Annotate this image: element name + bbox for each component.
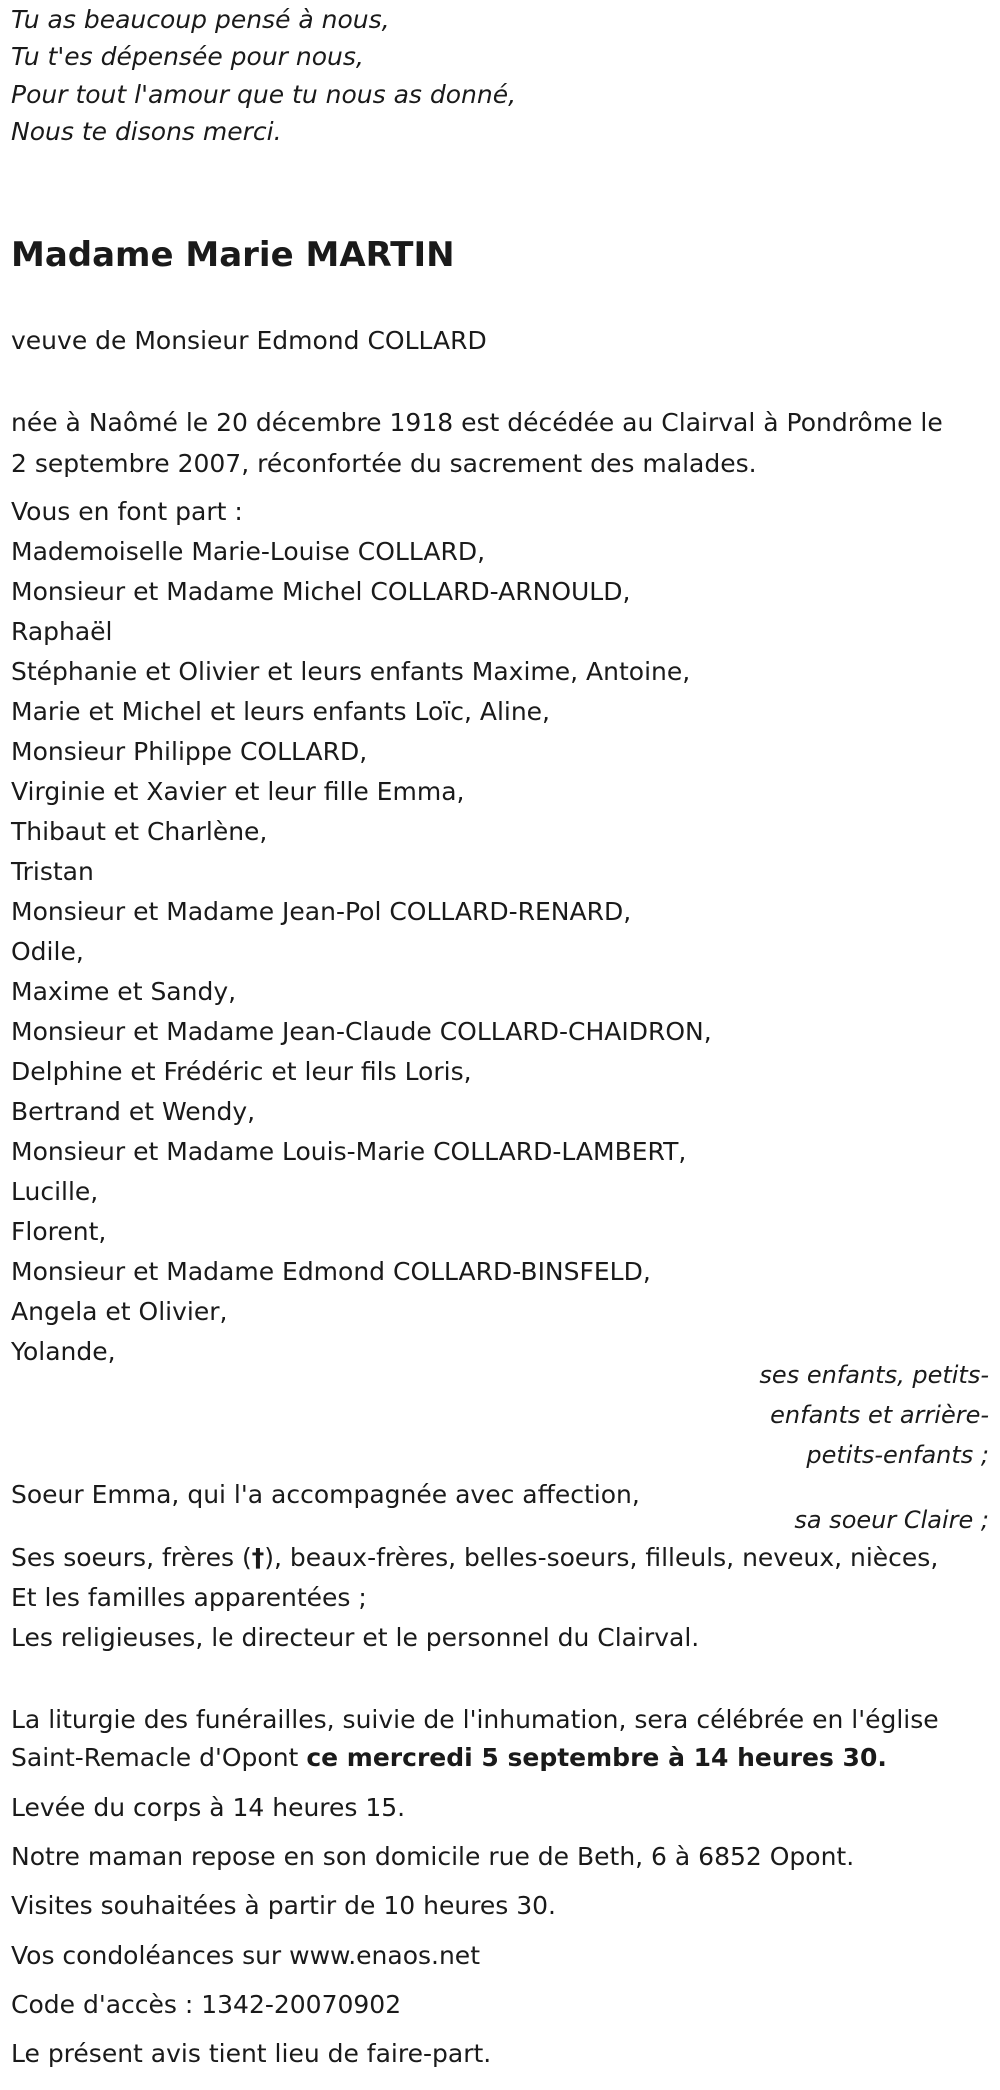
liturgy-line — [11, 1741, 887, 1775]
family-member: Lucille, — [11, 1177, 99, 1206]
family-intro: Vous en font part : — [11, 497, 243, 526]
info-line: Code d'accès : 1342-20070902 — [11, 1990, 402, 2019]
info-line: Vos condoléances sur www.enaos.net — [11, 1941, 480, 1970]
poem-line: Nous te disons merci. — [11, 117, 282, 146]
deceased-name: Madame Marie MARTIN — [11, 235, 455, 275]
info-line: Notre maman repose en son domicile rue de Beth, 6 à 6852 Opont. — [11, 1842, 855, 1871]
family-member: Marie et Michel et leurs enfants Loïc, Aline, — [11, 697, 551, 726]
children-caption: ses enfants, petits- — [759, 1361, 989, 1389]
family-member: Monsieur Philippe COLLARD, — [11, 737, 368, 766]
poem-line: Tu t'es dépensée pour nous, — [11, 42, 364, 71]
info-line: Levée du corps à 14 heures 15. — [11, 1793, 406, 1822]
family-member: Delphine et Frédéric et leur fils Loris, — [11, 1057, 472, 1086]
family-member: Monsieur et Madame Jean-Claude COLLARD-CHAIDRON, — [11, 1017, 712, 1046]
siblings-text: ), beaux-frères, belles-soeurs, filleuls, neveux, nièces, — [264, 1543, 939, 1572]
siblings-line — [11, 1541, 938, 1575]
children-caption: enfants et arrière- — [770, 1401, 989, 1429]
family-member: Tristan — [11, 857, 94, 886]
family-member: Virginie et Xavier et leur fille Emma, — [11, 777, 465, 806]
info-line: Visites souhaitées à partir de 10 heures 30. — [11, 1891, 557, 1920]
children-caption: petits-enfants ; — [806, 1441, 989, 1469]
family-member: Thibaut et Charlène, — [11, 817, 268, 846]
liturgy-line: La liturgie des funérailles, suivie de l'inhumation, sera célébrée en l'église — [11, 1705, 939, 1734]
family-member: Mademoiselle Marie-Louise COLLARD, — [11, 537, 486, 566]
sister-caption: sa soeur Claire ; — [794, 1506, 989, 1534]
poem-line: Tu as beaucoup pensé à nous, — [11, 5, 390, 34]
staff-line: Les religieuses, le directeur et le personnel du Clairval. — [11, 1623, 700, 1652]
poem-line: Pour tout l'amour que tu nous as donné, — [11, 80, 517, 109]
birth-line: née à Naômé le 20 décembre 1918 est décédée au Clairval à Pondrôme le — [11, 408, 943, 437]
family-member: Monsieur et Madame Edmond COLLARD-BINSFELD, — [11, 1257, 651, 1286]
family-member: Monsieur et Madame Michel COLLARD-ARNOULD, — [11, 577, 631, 606]
sister-line: Soeur Emma, qui l'a accompagnée avec affection, — [11, 1480, 640, 1509]
family-member: Odile, — [11, 937, 84, 966]
family-member: Angela et Olivier, — [11, 1297, 228, 1326]
siblings-text: Ses soeurs, frères ( — [11, 1543, 252, 1572]
liturgy-date: ce mercredi 5 septembre à 14 heures 30. — [306, 1743, 887, 1772]
birth-line: 2 septembre 2007, réconfortée du sacrement des malades. — [11, 449, 757, 478]
widow-line: veuve de Monsieur Edmond COLLARD — [11, 326, 487, 355]
family-member: Yolande, — [11, 1337, 116, 1366]
family-member: Florent, — [11, 1217, 107, 1246]
cross-icon: † — [251, 1543, 265, 1572]
family-member: Stéphanie et Olivier et leurs enfants Maxime, Antoine, — [11, 657, 691, 686]
families-line: Et les familles apparentées ; — [11, 1583, 367, 1612]
liturgy-church: Saint-Remacle d'Opont — [11, 1743, 307, 1772]
family-member: Monsieur et Madame Louis-Marie COLLARD-LAMBERT, — [11, 1137, 687, 1166]
family-member: Raphaël — [11, 617, 113, 646]
info-line: Le présent avis tient lieu de faire-part. — [11, 2039, 492, 2068]
family-member: Monsieur et Madame Jean-Pol COLLARD-RENARD, — [11, 897, 632, 926]
family-member: Bertrand et Wendy, — [11, 1097, 256, 1126]
family-member: Maxime et Sandy, — [11, 977, 237, 1006]
